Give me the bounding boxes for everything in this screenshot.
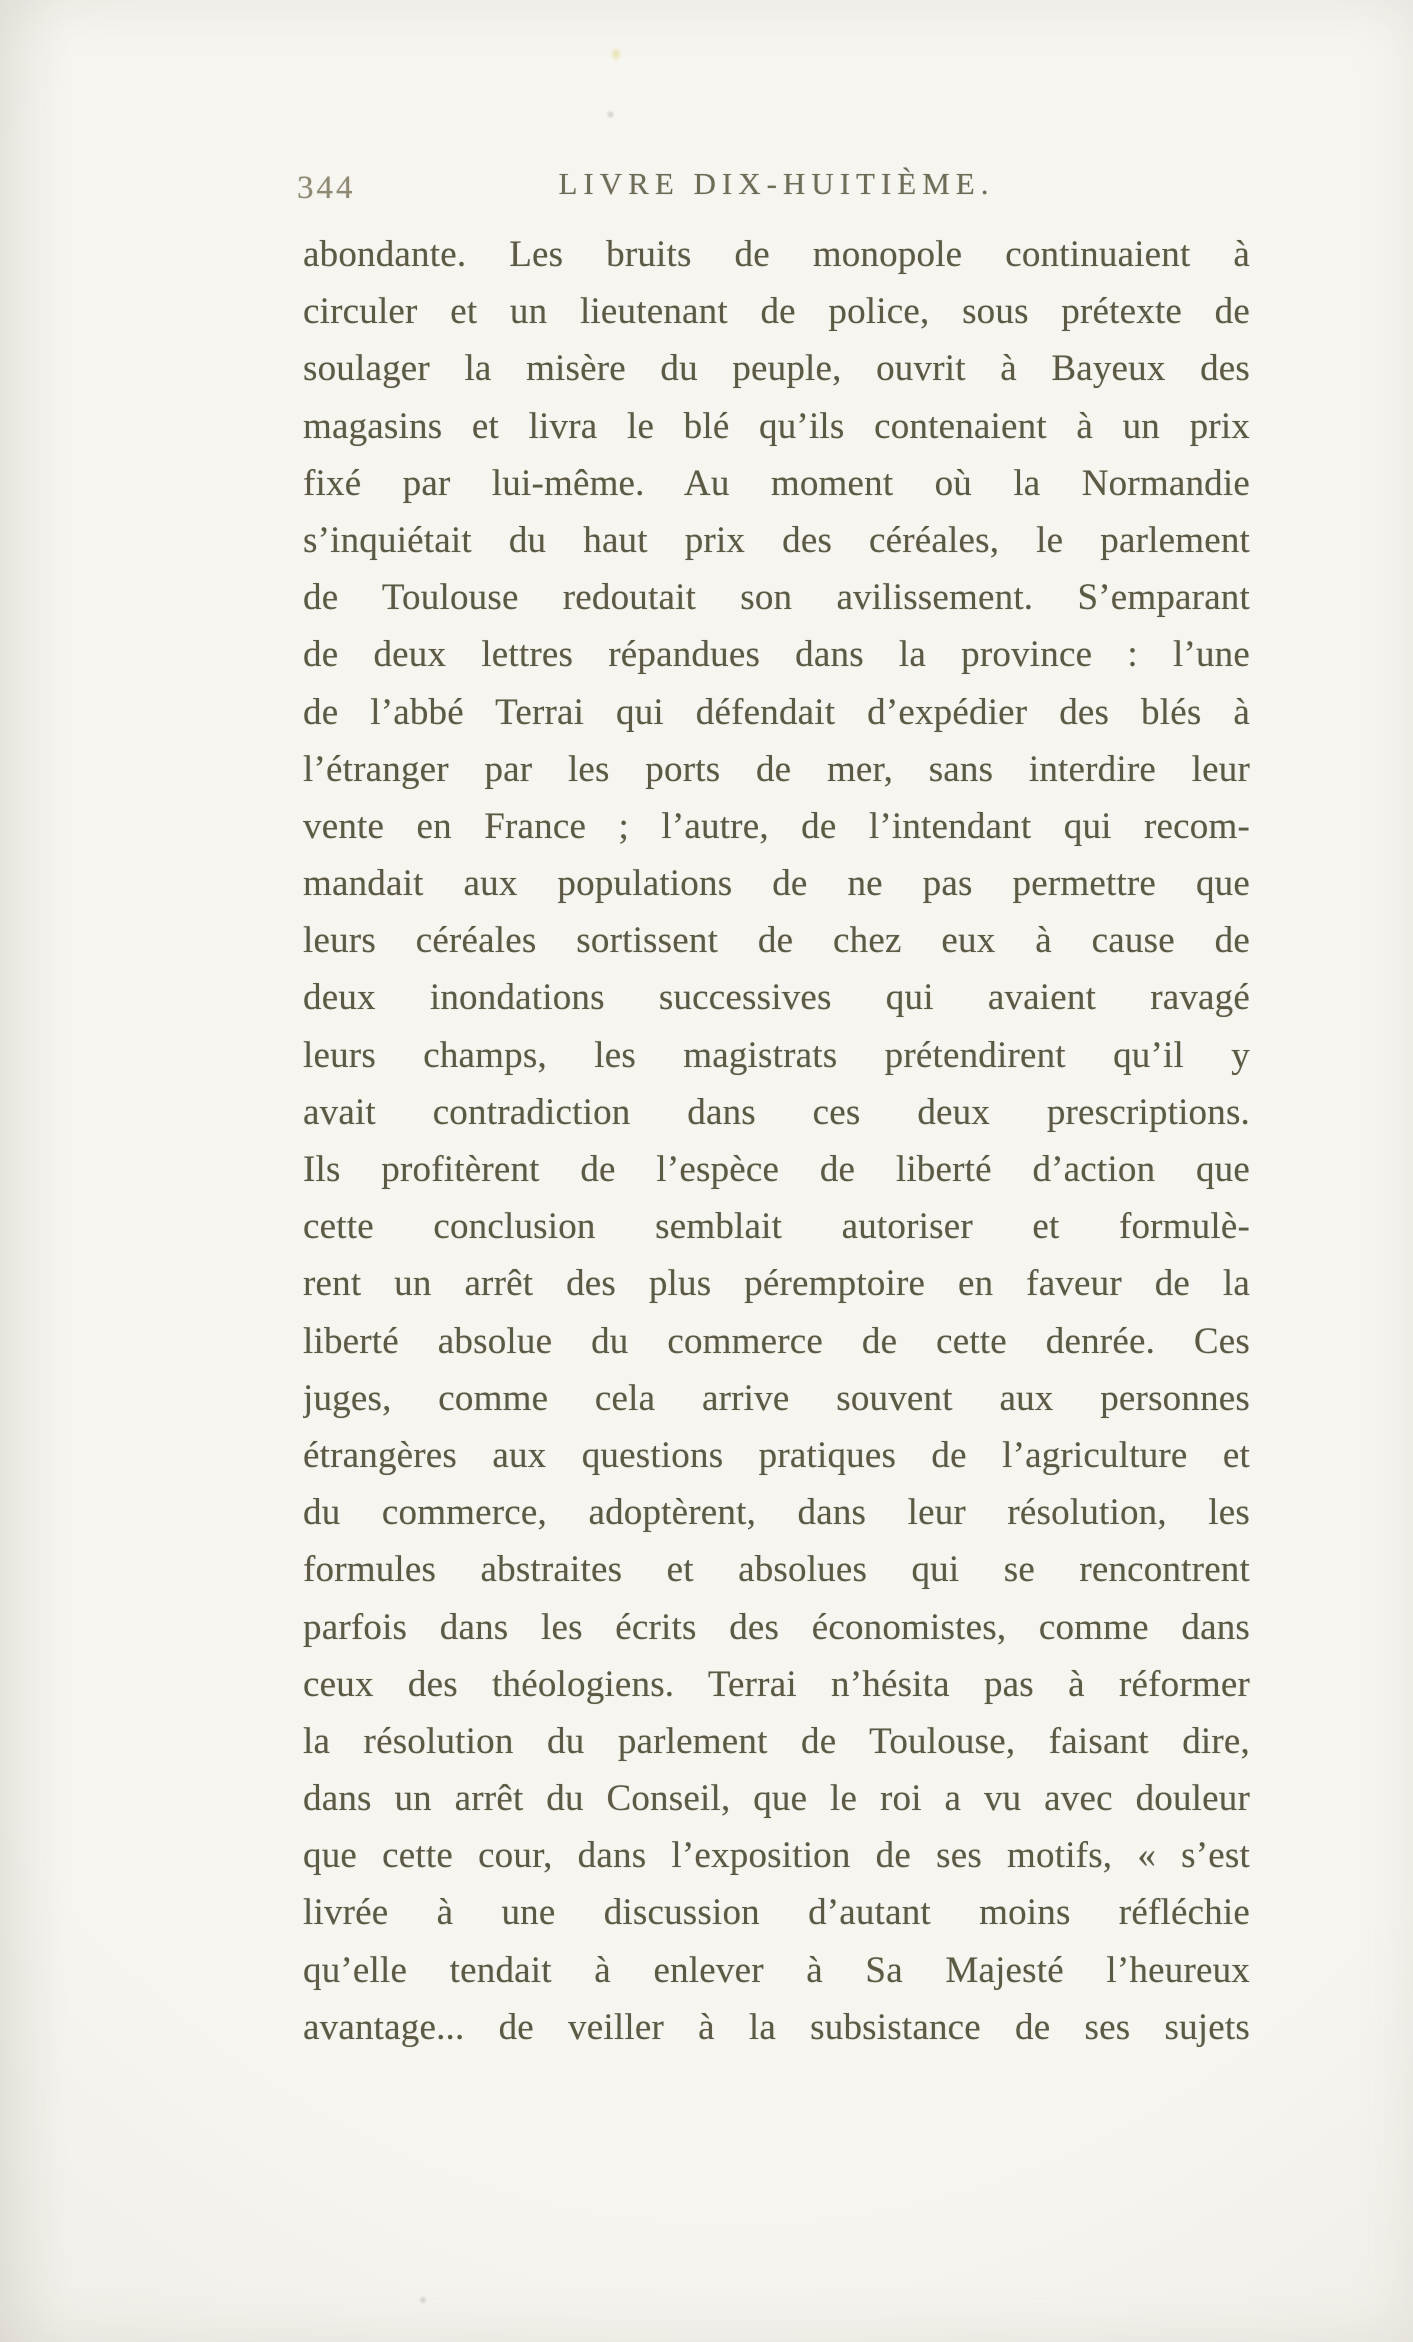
running-header <box>297 166 1250 212</box>
text-line: qu’elle tendait à enlever à Sa Majesté l’heureux <box>303 1949 1250 1991</box>
text-line: leurs céréales sortissent de chez eux à cause de <box>303 920 1250 962</box>
text-line: deux inondations successives qui avaient ravagé <box>303 977 1250 1019</box>
text-line: rent un arrêt des plus péremptoire en faveur de la <box>303 1263 1250 1305</box>
paper-speck <box>606 110 615 119</box>
text-line: liberté absolue du commerce de cette denrée. Ces <box>303 1320 1250 1362</box>
text-line: que cette cour, dans l’exposition de ses motifs, « s’est <box>303 1835 1250 1877</box>
paper-speck <box>610 46 622 62</box>
text-line: étrangères aux questions pratiques de l’agriculture et <box>303 1434 1250 1476</box>
text-line: la résolution du parlement de Toulouse, faisant dire, <box>303 1720 1250 1762</box>
text-line: cette conclusion semblait autoriser et formulè- <box>303 1206 1250 1248</box>
body-text-block <box>303 226 1250 2056</box>
page-number: 344 <box>297 170 356 206</box>
text-line: l’étranger par les ports de mer, sans interdire leur <box>303 748 1250 790</box>
text-line: de deux lettres répandues dans la province : l’une <box>303 634 1250 676</box>
text-line: vente en France ; l’autre, de l’intendant qui recom- <box>303 805 1250 847</box>
text-line: de Toulouse redoutait son avilissement. S’emparant <box>303 577 1250 619</box>
paper-speck <box>418 2296 428 2304</box>
text-line: livrée à une discussion d’autant moins réfléchie <box>303 1892 1250 1934</box>
text-line: ceux des théologiens. Terrai n’hésita pas à réformer <box>303 1663 1250 1705</box>
text-line: avantage... de veiller à la subsistance de ses sujets <box>303 2006 1250 2048</box>
text-line: mandait aux populations de ne pas permettre que <box>303 863 1250 905</box>
text-line: magasins et livra le blé qu’ils contenaient à un prix <box>303 405 1250 447</box>
text-line: soulager la misère du peuple, ouvrit à Bayeux des <box>303 348 1250 390</box>
text-line: du commerce, adoptèrent, dans leur résolution, les <box>303 1492 1250 1534</box>
text-line: de l’abbé Terrai qui défendait d’expédier des blés à <box>303 691 1250 733</box>
text-line: fixé par lui-même. Au moment où la Normandie <box>303 462 1250 504</box>
text-line: dans un arrêt du Conseil, que le roi a vu avec douleur <box>303 1778 1250 1820</box>
text-line: s’inquiétait du haut prix des céréales, le parlement <box>303 519 1250 561</box>
text-line: leurs champs, les magistrats prétendirent qu’il y <box>303 1034 1250 1076</box>
chapter-running-title: LIVRE DIX-HUITIÈME. <box>558 166 995 201</box>
text-line: circuler et un lieutenant de police, sous prétexte de <box>303 291 1250 333</box>
text-line: abondante. Les bruits de monopole continuaient à <box>303 234 1250 275</box>
text-line: Ils profitèrent de l’espèce de liberté d’action que <box>303 1149 1250 1190</box>
text-line: parfois dans les écrits des économistes, comme dans <box>303 1606 1250 1648</box>
text-line: juges, comme cela arrive souvent aux personnes <box>303 1377 1250 1419</box>
text-line: avait contradiction dans ces deux prescriptions. <box>303 1091 1250 1133</box>
text-line: formules abstraites et absolues qui se rencontrent <box>303 1549 1250 1591</box>
